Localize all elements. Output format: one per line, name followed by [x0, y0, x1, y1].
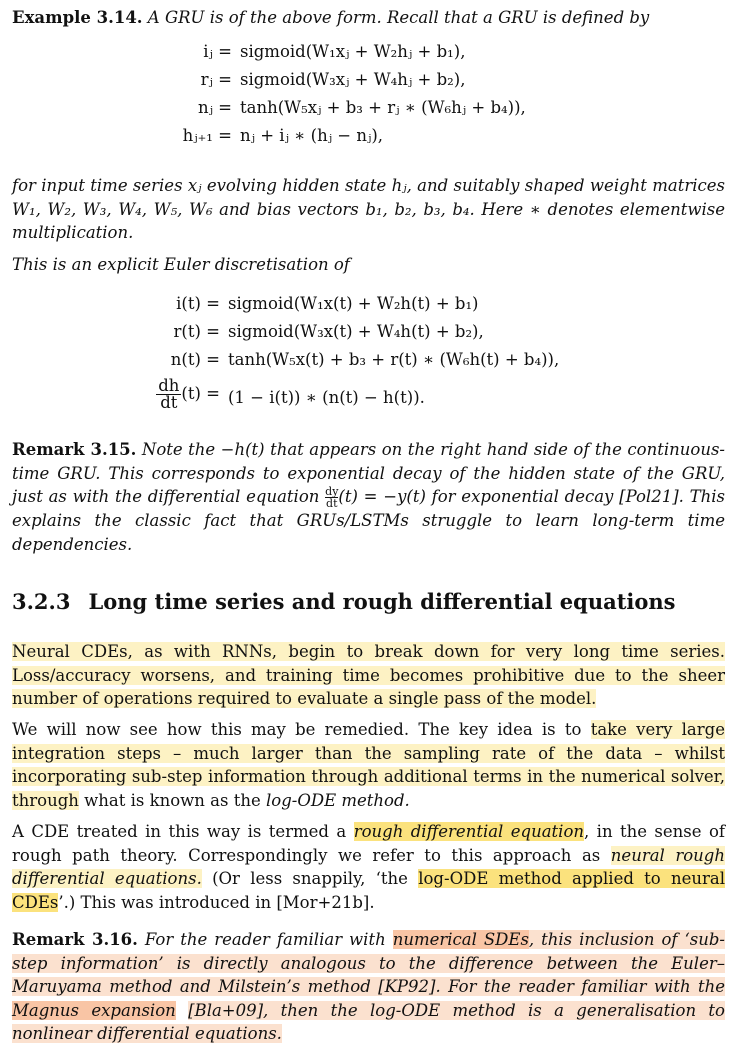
remark-3-15 [12, 438, 725, 556]
equation-rhs: tanh(W₅xⱼ + b₃ + rⱼ ∗ (W₆hⱼ + b₄)), [240, 98, 526, 117]
emphasis-text: log-ODE method. [265, 790, 410, 810]
paragraph [12, 640, 725, 711]
equation-rhs: sigmoid(W₁xⱼ + W₂hⱼ + b₁), [240, 42, 466, 61]
remark-heading: Remark 3.16. [12, 930, 138, 949]
highlighted-text: take very large integration steps – much larger than the sampling rate of the data – whilst incorporating sub-step information through additional terms in the numerical solver, through [12, 720, 725, 810]
section-heading [12, 590, 675, 614]
dh-dt-fraction [156, 378, 181, 411]
equation-lhs: rⱼ = [200, 70, 232, 89]
equation-lhs: n(t) = [170, 350, 220, 369]
equation-lhs: r(t) = [173, 322, 220, 341]
equation-rhs: nⱼ + iⱼ ∗ (hⱼ − nⱼ), [240, 126, 384, 145]
fraction-denominator: dt [326, 497, 338, 510]
gru-equations [0, 40, 737, 156]
equation-lhs: nⱼ = [197, 98, 232, 117]
ode-lhs-tail: (t) = [181, 384, 220, 403]
paragraph-text: A CDE treated in this way is termed a [12, 822, 347, 841]
dy-dt-fraction [325, 486, 338, 509]
equation-lhs: hⱼ₊₁ = [182, 126, 232, 145]
highlighted-text: [Bla+09], then the log-ODE method is a generalisation to nonlinear differential equations. [12, 1000, 725, 1043]
example-after-text: for input time series xⱼ evolving hidden state hⱼ, and suitably shaped weight matrices W₁, W₂, W₃, W₄, W₅, W₆ and bias vectors b₁, b₂, b₃, b₄. Here ∗ denotes elementwise multiplication. [12, 176, 725, 242]
equation-lhs: iⱼ = [203, 42, 232, 61]
fraction-denominator: dt [160, 393, 178, 412]
fraction-numerator: dy [325, 485, 339, 498]
equation-rhs: tanh(W₅x(t) + b₃ + r(t) ∗ (W₆h(t) + b₄)), [228, 350, 560, 369]
example-intro-text: A GRU is of the above form. Recall that a GRU is defined by [147, 8, 650, 27]
ct-gru-equations [0, 292, 737, 422]
euler-intro: This is an explicit Euler discretisation of [12, 255, 350, 274]
remark-3-16 [12, 928, 725, 1046]
paragraph-text: , in the sense of rough path theory. Correspondingly we refer to this approach as [12, 822, 725, 865]
example-heading: Example 3.14. [12, 8, 143, 27]
highlighted-text: log-ODE method applied to neural CDEs [12, 869, 725, 912]
remark-text: (t) = −y(t) for exponential decay [Pol21]. This explains the classic fact that GRUs/LSTMs struggle to learn long-term time dependencies. [12, 487, 726, 554]
highlighted-text: Neural CDEs, as with RNNs, begin to break down for very long time series. Loss/accuracy worsens, and training time becomes prohibitive due to the sheer number of operations required to evaluate a single pass of the model. [12, 642, 725, 708]
highlighted-text: , this inclusion of ‘sub-step information’ is directly analogous to the difference between the Euler–Maruyama method and Milstein’s method [KP92]. For the reader familiar with the [12, 930, 725, 996]
highlighted-term: neural rough differential equations. [12, 845, 725, 888]
equation-rhs: sigmoid(W₃xⱼ + W₄hⱼ + b₂), [240, 70, 466, 89]
highlighted-term: numerical SDEs [392, 930, 529, 949]
equation-rhs: sigmoid(W₃x(t) + W₄h(t) + b₂), [228, 322, 484, 341]
fraction-numerator: dh [158, 376, 180, 395]
section-number: 3.2.3 [12, 589, 71, 614]
equation-lhs: i(t) = [176, 294, 220, 313]
paragraph [12, 820, 725, 914]
paragraph-text: (Or less snappily, ‘the [212, 869, 408, 888]
equation-lhs [120, 378, 220, 411]
paragraph-text: ’.) This was introduced in [Mor+21b]. [58, 892, 375, 912]
remark-text: For the reader familiar with [144, 930, 386, 949]
paragraph [12, 718, 725, 812]
remark-text: Note the −h(t) that appears on the right hand side of the continuous-time GRU. This corresponds to exponential decay of the hidden state of the GRU, just as with the differential equation [12, 440, 725, 506]
paragraph-text: what is known as the [84, 790, 261, 810]
example-intro [12, 6, 725, 30]
section-title: Long time series and rough differential equations [88, 589, 676, 614]
highlighted-term: Magnus expansion [12, 1000, 176, 1020]
highlighted-term: rough differential equation [353, 822, 585, 841]
equation-rhs: sigmoid(W₁x(t) + W₂h(t) + b₁) [228, 294, 479, 313]
equation-rhs: (1 − i(t)) ∗ (n(t) − h(t)). [228, 388, 425, 407]
remark-heading: Remark 3.15. [12, 440, 137, 459]
paragraph-text: We will now see how this may be remedied. The key idea is to [12, 720, 582, 739]
